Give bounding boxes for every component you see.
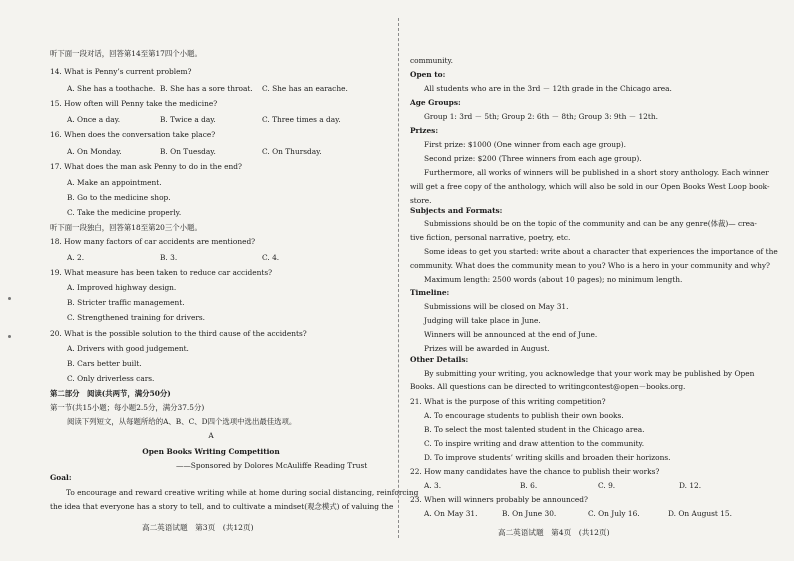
page-4-column — [398, 0, 794, 561]
timeline-item: Winners will be announced at the end of June. — [424, 330, 598, 339]
option-b: B. 3. — [160, 253, 178, 262]
goal-heading: Goal: — [50, 473, 72, 482]
prize-text: Second prize: $200 (Three winners from each age group). — [424, 154, 642, 163]
question-stem: 18. How many factors of car accidents are mentioned? — [50, 237, 256, 246]
option-c: C. On July 16. — [588, 509, 640, 518]
other-details-text: Books. All questions can be directed to writingcontest@open－books.org. — [410, 382, 686, 391]
question-stem: 19. What measure has been taken to reduce car accidents? — [50, 268, 273, 277]
subjects-text: Some ideas to get you started: write about a character that experiences the importance of the — [424, 247, 778, 256]
page-footer: 高二英语试题 第4页 (共12页) — [498, 528, 610, 537]
option-d: D. To improve students’ writing skills and broaden their horizons. — [424, 453, 671, 462]
question-stem: 17. What does the man ask Penny to do in the end? — [50, 162, 242, 171]
prize-text: Furthermore, all works of winners will be published in a short story anthology. Each winner — [424, 168, 769, 177]
option-b: B. Twice a day. — [160, 115, 216, 124]
option-b: B. 6. — [520, 481, 538, 490]
open-to-text: All students who are in the 3rd － 12th grade in the Chicago area. — [424, 84, 672, 93]
section-intro: 听下面一段对话，回答第14至第17四个小题。 — [50, 49, 202, 58]
section-title: 第一节(共15小题；每小题2.5分，满分37.5分) — [50, 403, 205, 412]
prize-text: will get a free copy of the anthology, which will also be sold in our Open Books West Loop book- — [410, 182, 770, 191]
section-intro: 听下面一段独白，回答第18至第20三个小题。 — [50, 223, 202, 232]
age-groups-heading: Age Groups: — [410, 98, 461, 107]
question-stem: 23. When will winners probably be announced? — [410, 495, 588, 504]
subjects-text: tive fiction, personal narrative, poetry, etc. — [410, 233, 571, 242]
option-c: C. Only driverless cars. — [67, 374, 155, 383]
question-stem: 20. What is the possible solution to the third cause of the accidents? — [50, 329, 307, 338]
passage-sponsor: ——Sponsored by Dolores McAuliffe Reading Trust — [176, 461, 368, 470]
passage-letter: A — [208, 431, 214, 440]
passage-title: Open Books Writing Competition — [142, 447, 280, 456]
subjects-heading: Subjects and Formats: — [410, 206, 503, 215]
subjects-text: Submissions should be on the topic of the community and can be any genre(体裁)— crea- — [424, 219, 757, 228]
option-a: A. Improved highway design. — [67, 283, 177, 292]
prize-text: First prize: $1000 (One winner from each age group). — [424, 140, 627, 149]
option-c: C. To inspire writing and draw attention to the community. — [424, 439, 645, 448]
option-c: C. Take the medicine properly. — [67, 208, 182, 217]
timeline-heading: Timeline: — [410, 288, 450, 297]
option-a: A. Once a day. — [67, 115, 121, 124]
option-a: A. Make an appointment. — [67, 178, 162, 187]
option-d: D. On August 15. — [668, 509, 732, 518]
option-c: C. 9. — [598, 481, 616, 490]
question-stem: 22. How many candidates have the chance to publish their works? — [410, 467, 660, 476]
prize-text: store. — [410, 196, 432, 205]
other-details-heading: Other Details: — [410, 355, 469, 364]
option-b: B. To select the most talented student in the Chicago area. — [424, 425, 645, 434]
option-a: A. 3. — [424, 481, 442, 490]
goal-text: To encourage and reward creative writing while at home during social distancing, reinforcing — [66, 488, 419, 497]
question-stem: 16. When does the conversation take place? — [50, 130, 216, 139]
option-b: B. Cars better built. — [67, 359, 142, 368]
option-b: B. Stricter traffic management. — [67, 298, 185, 307]
option-c: C. Three times a day. — [262, 115, 341, 124]
option-a: A. On Monday. — [67, 147, 122, 156]
question-stem: 14. What is Penny’s current problem? — [50, 67, 192, 76]
continued-text: community. — [410, 56, 454, 65]
option-c: C. She has an earache. — [262, 84, 348, 93]
option-a: A. On May 31. — [424, 509, 478, 518]
instructions: 阅读下列短文，从每题所给的A、B、C、D四个选项中选出最佳选项。 — [67, 417, 297, 426]
goal-text: the idea that everyone has a story to tell, and to cultivate a mindset(观念模式) of valuing the — [50, 502, 394, 511]
option-c: C. Strengthened training for drivers. — [67, 313, 205, 322]
other-details-text: By submitting your writing, you acknowledge that your work may be published by Open — [424, 369, 755, 378]
subjects-text: community. What does the community mean to you? Who is a hero in your community and why? — [410, 261, 770, 270]
part-title: 第二部分 阅读(共两节，满分50分) — [50, 389, 171, 398]
timeline-item: Prizes will be awarded in August. — [424, 344, 550, 353]
option-b: B. On June 30. — [502, 509, 557, 518]
prizes-heading: Prizes: — [410, 126, 439, 135]
option-c: C. 4. — [262, 253, 280, 262]
option-b: B. She has a sore throat. — [160, 84, 253, 93]
option-a: A. Drivers with good judgement. — [67, 344, 189, 353]
timeline-item: Submissions will be closed on May 31. — [424, 302, 569, 311]
option-b: B. On Tuesday. — [160, 147, 216, 156]
option-d: D. 12. — [679, 481, 702, 490]
option-c: C. On Thursday. — [262, 147, 322, 156]
open-to-heading: Open to: — [410, 70, 446, 79]
subjects-text: Maximum length: 2500 words (about 10 pages); no minimum length. — [424, 275, 683, 284]
option-a: A. 2. — [67, 253, 85, 262]
option-a: A. To encourage students to publish their own books. — [424, 411, 624, 420]
option-b: B. Go to the medicine shop. — [67, 193, 171, 202]
question-stem: 15. How often will Penny take the medicine? — [50, 99, 218, 108]
age-groups-text: Group 1: 3rd － 5th; Group 2: 6th － 8th; Group 3: 9th － 12th. — [424, 112, 658, 121]
timeline-item: Judging will take place in June. — [424, 316, 541, 325]
option-a: A. She has a toothache. — [67, 84, 156, 93]
question-stem: 21. What is the purpose of this writing competition? — [410, 397, 606, 406]
page-footer: 高二英语试题 第3页 (共12页) — [142, 523, 254, 532]
